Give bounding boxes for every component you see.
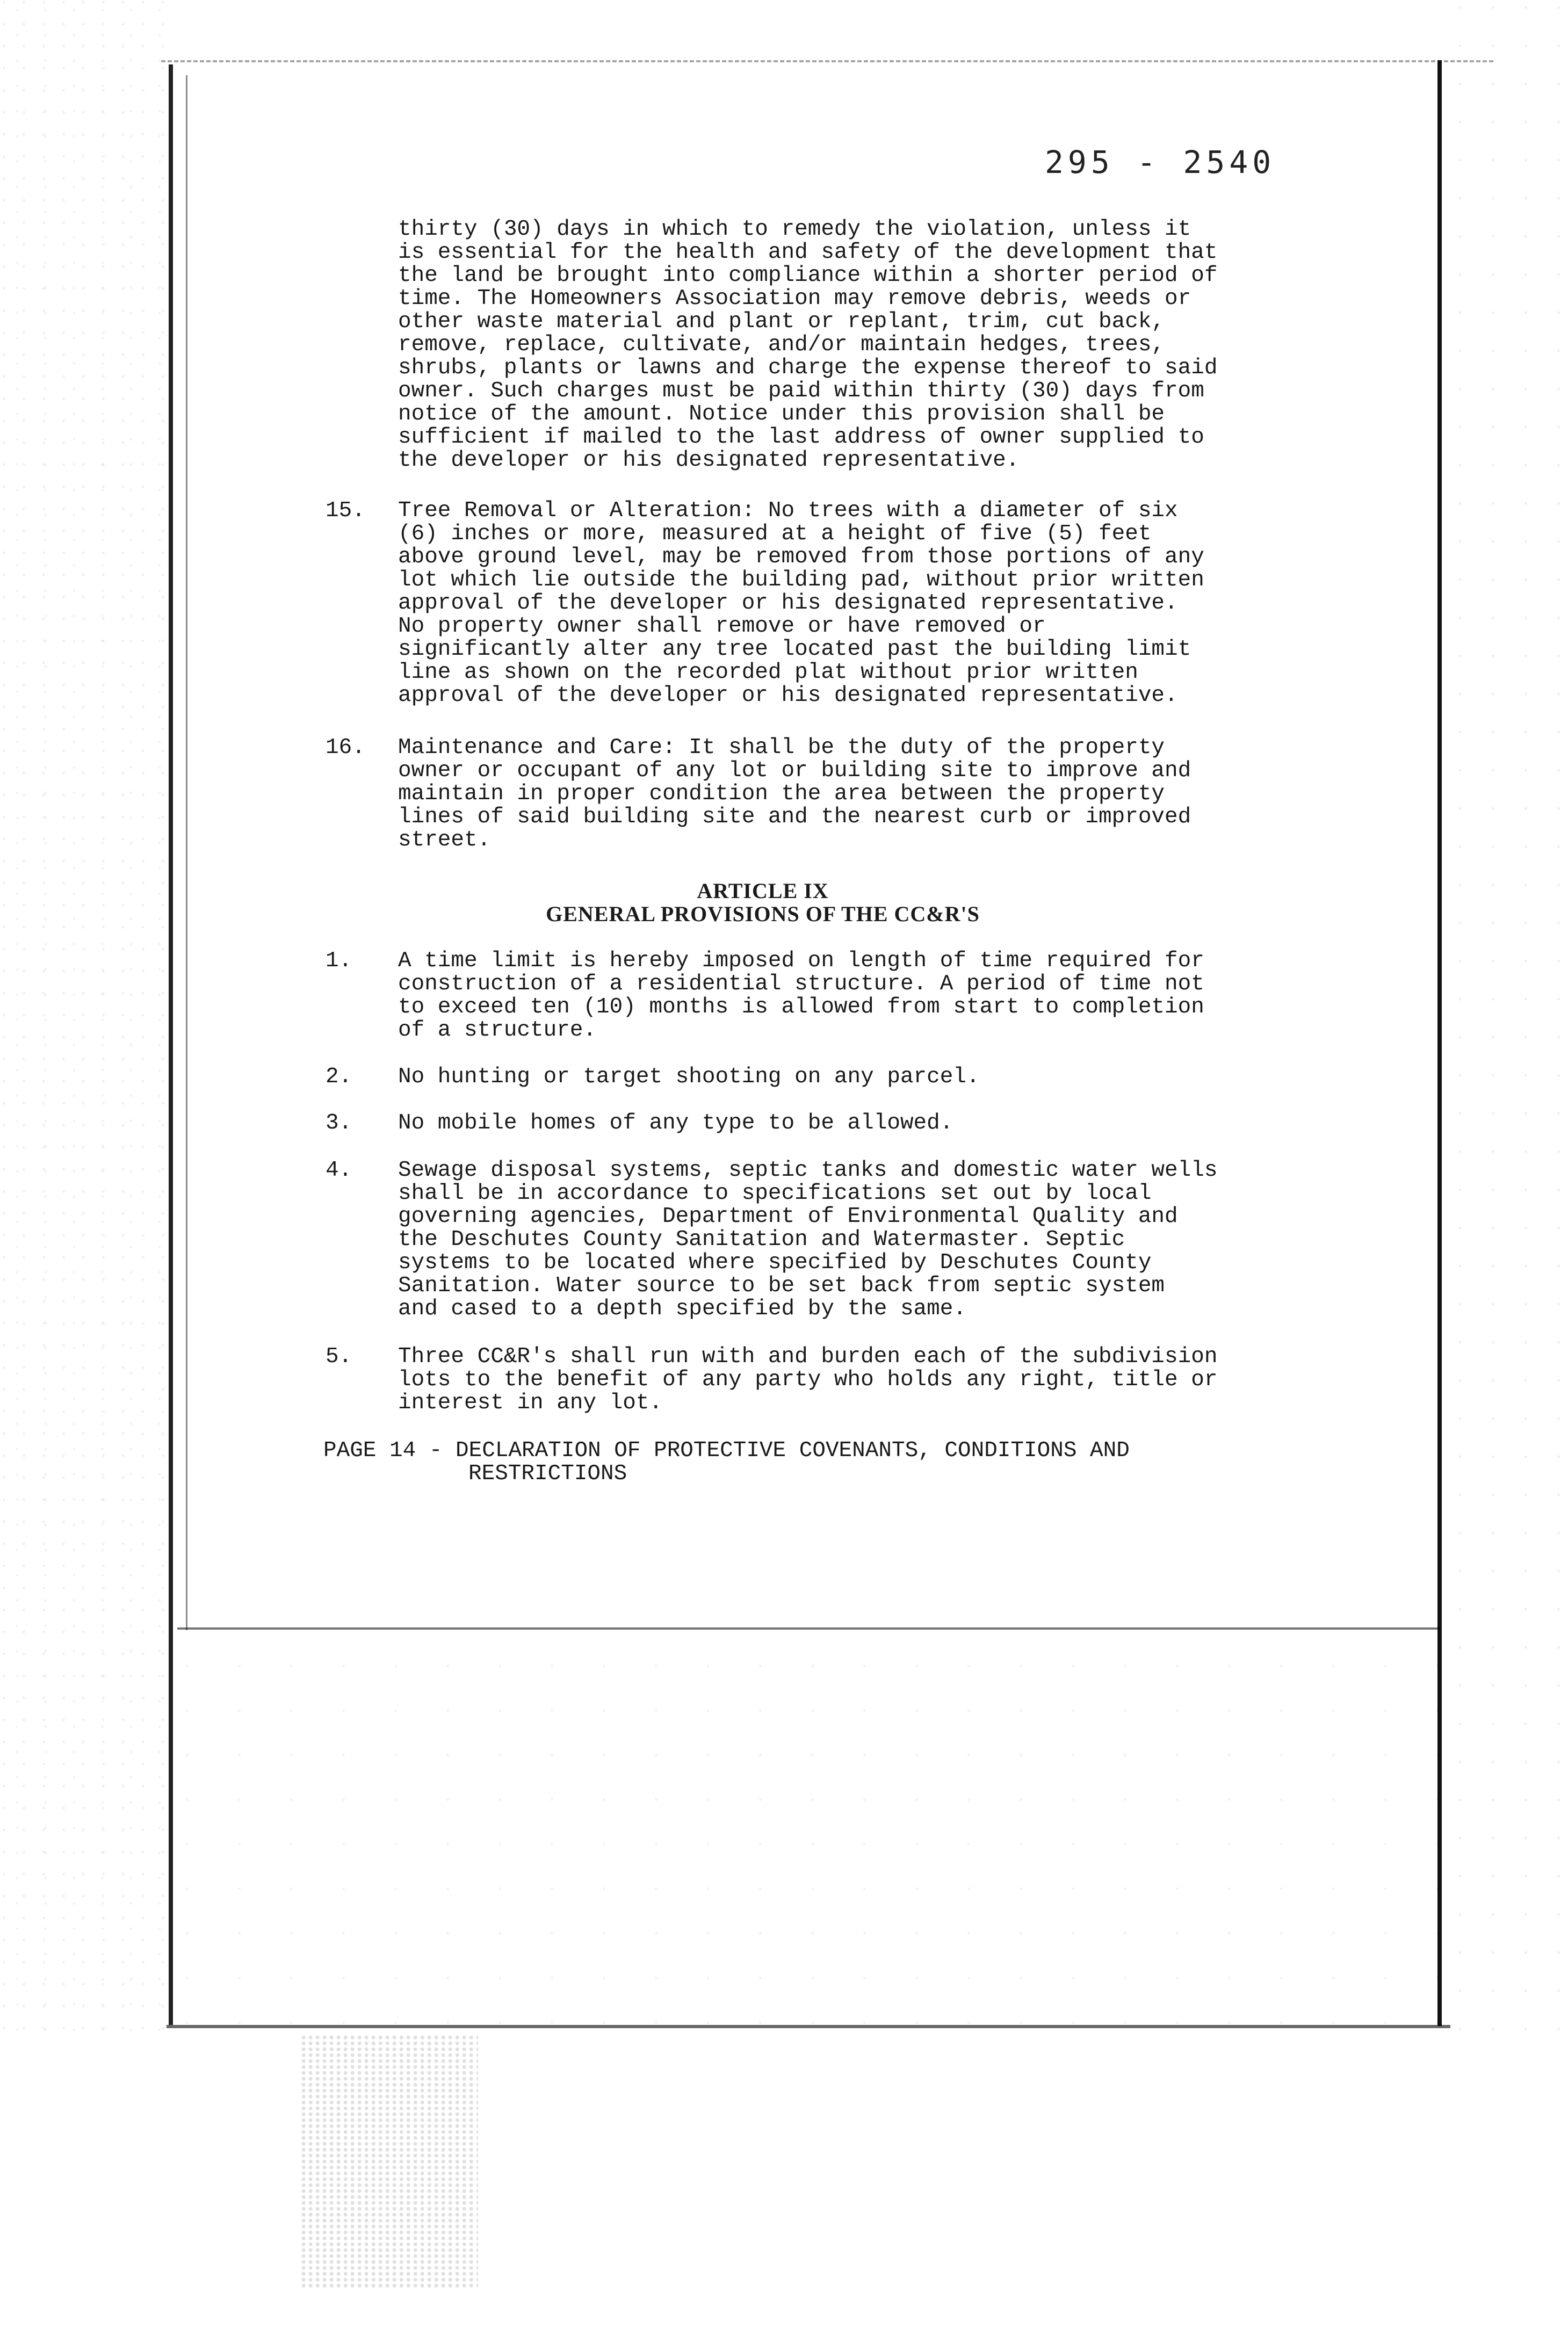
- text-line: maintain in proper condition the area between the property: [398, 782, 1165, 806]
- text-line: Sanitation. Water source to be set back from septic system: [398, 1273, 1165, 1298]
- text-line: shall be in accordance to specifications set out by local: [398, 1181, 1152, 1206]
- text-line: to exceed ten (10) months is allowed from start to completion: [398, 995, 1204, 1019]
- text-line: Maintenance and Care: It shall be the duty of the property: [398, 735, 1165, 760]
- article-title: ARTICLE IX: [697, 879, 829, 903]
- provision-4-paragraph: [398, 1159, 1217, 1321]
- item-16-paragraph: [398, 736, 1191, 852]
- text-line: Sewage disposal systems, septic tanks and domestic water wells: [398, 1158, 1218, 1183]
- text-line: other waste material and plant or replant, trim, cut back,: [398, 309, 1165, 334]
- text-line: remove, replace, cultivate, and/or maintain hedges, trees,: [398, 332, 1165, 357]
- text-line: the developer or his designated representative.: [398, 448, 1020, 473]
- text-line: significantly alter any tree located past the building limit: [398, 637, 1191, 662]
- item-number-16: 16.: [326, 735, 365, 760]
- scan-right-border: [1437, 60, 1442, 2026]
- provision-number-3: 3.: [326, 1111, 352, 1135]
- page-left-edge: [186, 75, 187, 1630]
- provision-2-paragraph: [398, 1066, 980, 1089]
- text-line: lots to the benefit of any party who holds any right, title or: [398, 1367, 1218, 1392]
- text-line: No property owner shall remove or have removed or: [398, 614, 1046, 639]
- provision-3-paragraph: [398, 1112, 953, 1135]
- text-line: Tree Removal or Alteration: No trees with a diameter of six: [398, 498, 1178, 523]
- provision-5-paragraph: [398, 1345, 1217, 1415]
- text-line: notice of the amount. Notice under this provision shall be: [398, 402, 1165, 426]
- text-line: thirty (30) days in which to remedy the violation, unless it: [398, 217, 1191, 242]
- text-line: is essential for the health and safety of the development that: [398, 240, 1218, 265]
- scan-artifact-left: [0, 0, 177, 2041]
- footer-line-1: PAGE 14 - DECLARATION OF PROTECTIVE COVENANTS, CONDITIONS AND: [323, 1438, 1130, 1463]
- provision-number-4: 4.: [326, 1158, 352, 1183]
- text-line: interest in any lot.: [398, 1391, 663, 1415]
- text-line: and cased to a depth specified by the same.: [398, 1297, 966, 1321]
- item-15-paragraph: [398, 500, 1204, 707]
- text-line: line as shown on the recorded plat without prior written: [398, 660, 1138, 685]
- text-line: above ground level, may be removed from those portions of any: [398, 545, 1204, 569]
- text-line: (6) inches or more, measured at a height of five (5) feet: [398, 522, 1152, 546]
- text-line: approval of the developer or his designated representative.: [398, 683, 1178, 708]
- document-id: 295 - 2540: [1045, 144, 1276, 180]
- text-line: No hunting or target shooting on any parcel.: [398, 1065, 980, 1089]
- provision-number-1: 1.: [326, 949, 352, 973]
- text-line: lot which lie outside the building pad, without prior written: [398, 568, 1204, 592]
- text-line: No mobile homes of any type to be allowed.: [398, 1111, 953, 1135]
- text-line: governing agencies, Department of Environmental Quality and: [398, 1204, 1178, 1229]
- text-line: the land be brought into compliance within a shorter period of: [398, 263, 1218, 288]
- article-subtitle: GENERAL PROVISIONS OF THE CC&R'S: [546, 902, 980, 926]
- text-line: owner or occupant of any lot or building site to improve and: [398, 758, 1191, 783]
- scan-left-border: [169, 64, 173, 2025]
- scan-tab-smudge: [301, 2036, 478, 2288]
- text-line: owner. Such charges must be paid within thirty (30) days from: [398, 379, 1204, 403]
- text-line: time. The Homeowners Association may remove debris, weeds or: [398, 286, 1191, 311]
- text-line: sufficient if mailed to the last address of owner supplied to: [398, 425, 1204, 450]
- text-line: approval of the developer or his designated representative.: [398, 591, 1178, 616]
- scan-bottom-border: [167, 2025, 1450, 2028]
- provision-number-2: 2.: [326, 1065, 352, 1089]
- page-footer: [323, 1439, 1130, 1486]
- text-line: lines of said building site and the nearest curb or improved: [398, 805, 1191, 829]
- text-line: A time limit is hereby imposed on length of time required for: [398, 949, 1204, 973]
- scan-artifact-right: [1450, 0, 1568, 2041]
- scan-artifact-bottom: [161, 1644, 1450, 2030]
- text-line: the Deschutes County Sanitation and Watermaster. Septic: [398, 1227, 1125, 1252]
- text-line: street.: [398, 828, 491, 852]
- intro-paragraph: [398, 218, 1217, 472]
- page-bottom-edge: [177, 1627, 1440, 1630]
- text-line: construction of a residential structure. A period of time not: [398, 972, 1204, 996]
- text-line: Three CC&R's shall run with and burden each of the subdivision: [398, 1344, 1218, 1369]
- provision-1-paragraph: [398, 950, 1204, 1042]
- text-line: shrubs, plants or lawns and charge the expense thereof to said: [398, 356, 1218, 380]
- provision-number-5: 5.: [326, 1344, 352, 1369]
- footer-line-2: RESTRICTIONS: [468, 1461, 627, 1486]
- item-number-15: 15.: [326, 498, 365, 523]
- text-line: of a structure.: [398, 1018, 597, 1043]
- text-line: systems to be located where specified by Deschutes County: [398, 1250, 1152, 1275]
- scan-top-edge: [161, 60, 1493, 75]
